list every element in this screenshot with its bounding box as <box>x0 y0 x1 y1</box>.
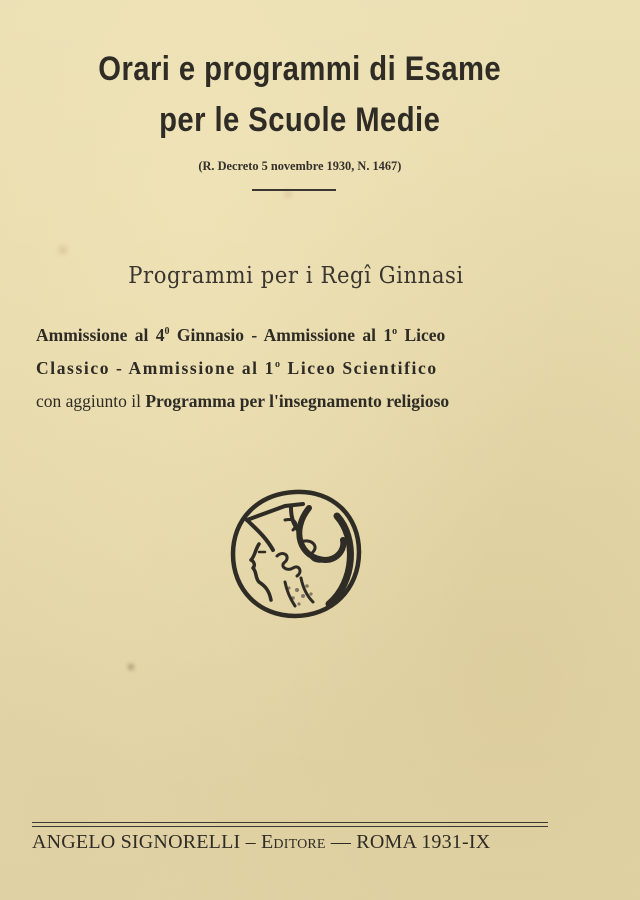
divider-rule <box>252 189 336 191</box>
addendum-prefix: con aggiunto il <box>36 391 146 411</box>
admission-text: Liceo <box>397 325 446 345</box>
decree-reference: (R. Decreto 5 novembre 1930, N. 1467) <box>198 158 402 173</box>
ordinal-marker: 0 <box>164 326 170 337</box>
separator-dash: – <box>240 831 261 853</box>
subtitle: Programmi per i Regî Ginnasi <box>128 263 464 289</box>
addendum-program: Programma per l'insegnamento religioso <box>145 391 450 411</box>
title-line-1: Orari e programmi di Esame <box>98 50 502 88</box>
publisher-role: Editore <box>260 831 326 853</box>
ordinal-marker: o <box>274 359 282 370</box>
admission-text: Classico - Ammissione al 1 <box>36 358 275 378</box>
minerva-head-medallion-icon <box>225 486 365 621</box>
title-line-2: per le Scuole Medie <box>159 101 441 139</box>
admission-line-1 <box>36 327 556 345</box>
footer-double-rule <box>32 822 548 827</box>
admission-line-3 <box>36 393 556 411</box>
admission-text: Liceo Scientifico <box>281 358 438 378</box>
paper-stain <box>128 664 134 670</box>
ordinal-marker: o <box>392 326 398 337</box>
separator-dash: — <box>325 831 357 853</box>
admission-line-2 <box>36 360 556 378</box>
paper-stain <box>58 245 68 255</box>
paper-stain <box>284 190 292 198</box>
admission-text: Ammissione al 4 <box>36 325 165 345</box>
publisher-imprint <box>32 831 552 854</box>
publisher-name: ANGELO SIGNORELLI <box>32 831 241 853</box>
admission-text: Ginnasio - Ammissione al 1 <box>169 325 393 345</box>
publication-place-year: ROMA 1931-IX <box>356 831 491 853</box>
